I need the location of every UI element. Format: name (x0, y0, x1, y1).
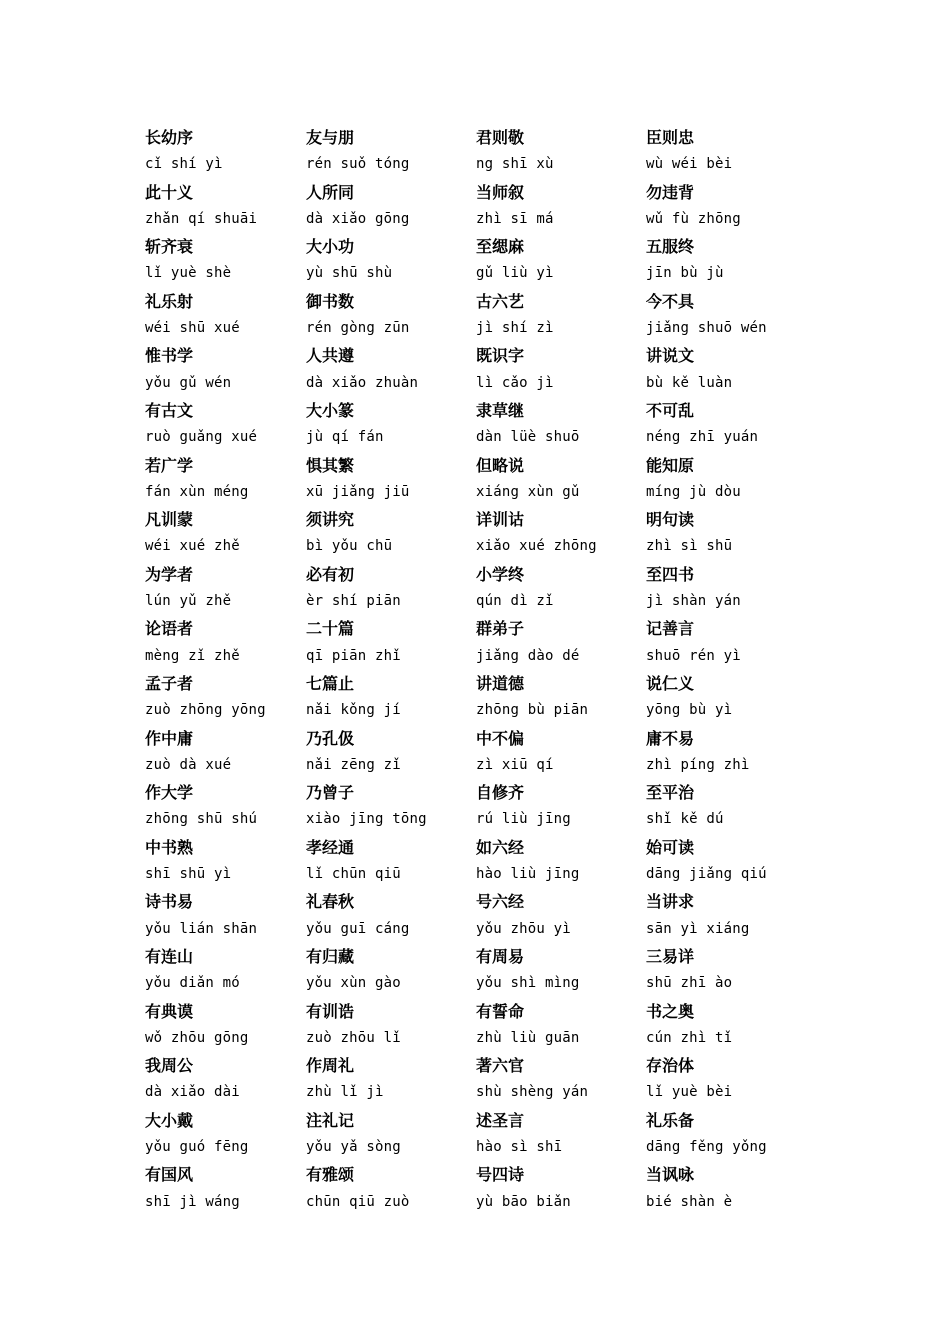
pinyin-cell: zhōng bù piān (476, 702, 589, 719)
pinyin-cell: jì shàn yán (646, 593, 741, 610)
hanzi-cell: 为学者 (145, 564, 194, 584)
hanzi-cell: 隶草继 (476, 400, 525, 420)
pinyin-cell: hào sì shī (476, 1138, 563, 1155)
pinyin-cell: cǐ shí yì (145, 156, 223, 173)
pinyin-cell: xiáng xùn gǔ (476, 483, 580, 500)
pinyin-cell: jiǎng shuō wén (646, 320, 767, 337)
hanzi-cell: 七篇止 (306, 673, 355, 693)
hanzi-cell: 乃孔伋 (306, 728, 355, 748)
hanzi-cell: 说仁义 (646, 673, 695, 693)
hanzi-cell: 既识字 (476, 346, 525, 366)
pinyin-cell: dāng fěng yǒng (646, 1138, 767, 1155)
pinyin-cell: mèng zǐ zhě (145, 647, 240, 664)
pinyin-cell: lǐ chūn qiū (306, 866, 401, 883)
hanzi-cell: 当师叙 (476, 182, 525, 202)
hanzi-cell: 臣则忠 (646, 128, 695, 147)
pinyin-cell: yǒu xùn gào (306, 975, 401, 992)
hanzi-cell: 有古文 (145, 400, 194, 420)
pinyin-cell: yǒu zhōu yì (476, 920, 571, 937)
pinyin-cell: zhǎn qí shuāi (145, 210, 258, 227)
hanzi-cell: 乃曾子 (306, 783, 355, 803)
hanzi-cell: 有训诰 (306, 1001, 355, 1021)
hanzi-cell: 著六官 (476, 1056, 525, 1076)
pinyin-cell: wù wéi bèi (646, 156, 733, 173)
pinyin-cell: shū zhī ào (646, 975, 733, 992)
hanzi-cell: 论语者 (145, 619, 194, 639)
hanzi-cell: 注礼记 (306, 1110, 355, 1130)
pinyin-cell: yǒu guó fēng (145, 1138, 249, 1155)
pinyin-cell: jì shí zì (476, 320, 554, 337)
pinyin-cell: shī jì wáng (145, 1193, 240, 1210)
hanzi-cell: 古六艺 (476, 291, 525, 311)
hanzi-cell: 小学终 (476, 564, 525, 584)
pinyin-cell: zhì sī má (476, 210, 554, 227)
pinyin-cell: cún zhì tǐ (646, 1029, 733, 1046)
hanzi-cell: 始可读 (646, 837, 695, 857)
hanzi-cell: 人共遵 (306, 346, 355, 366)
pinyin-cell: lì cǎo jì (476, 374, 554, 391)
pinyin-cell: yǒu guī cáng (306, 920, 410, 937)
hanzi-cell: 中书熟 (145, 837, 194, 857)
pinyin-cell: zhōng shū shú (145, 811, 258, 828)
pinyin-cell: qī piān zhǐ (306, 647, 401, 664)
pinyin-cell: rén suǒ tóng (306, 156, 410, 173)
pinyin-cell: fán xùn méng (145, 483, 249, 500)
text-grid (0, 124, 950, 1216)
pinyin-cell: yù bāo biǎn (476, 1193, 571, 1210)
hanzi-cell: 人所同 (306, 182, 355, 202)
hanzi-cell: 有雅颂 (306, 1165, 355, 1185)
hanzi-cell: 此十义 (145, 182, 194, 202)
hanzi-cell: 有誓命 (476, 1001, 525, 1021)
hanzi-cell: 有连山 (145, 946, 194, 966)
hanzi-cell: 二十篇 (306, 619, 355, 639)
pinyin-cell: yǒu yǎ sòng (306, 1138, 401, 1155)
pinyin-cell: dà xiǎo zhuàn (306, 374, 419, 391)
hanzi-cell: 斩齐衰 (145, 237, 194, 257)
pinyin-cell: zhù lǐ jì (306, 1084, 384, 1101)
pinyin-cell: ruò guǎng xué (145, 429, 258, 446)
pinyin-cell: zuò zhōu lǐ (306, 1029, 401, 1046)
pinyin-cell: yǒu diǎn mó (145, 975, 240, 992)
hanzi-cell: 礼乐备 (646, 1110, 695, 1130)
pinyin-cell: wǒ zhōu gōng (145, 1029, 249, 1046)
hanzi-cell: 礼乐射 (145, 291, 194, 311)
hanzi-cell: 御书数 (306, 291, 355, 311)
hanzi-cell: 有典谟 (145, 1001, 194, 1021)
hanzi-cell: 有周易 (476, 946, 525, 966)
hanzi-cell: 号四诗 (476, 1165, 525, 1185)
hanzi-cell: 孝经通 (306, 837, 355, 857)
pinyin-cell: rén gòng zūn (306, 320, 410, 337)
pinyin-cell: zhù liù guān (476, 1029, 580, 1046)
hanzi-cell: 有国风 (145, 1165, 194, 1185)
pinyin-cell: yǒu shì mìng (476, 975, 580, 992)
pinyin-cell: bié shàn è (646, 1193, 733, 1210)
hanzi-cell: 惧其繁 (306, 455, 355, 475)
pinyin-cell: xiào jīng tōng (306, 811, 427, 828)
pinyin-cell: ng shī xù (476, 156, 554, 173)
hanzi-cell: 自修齐 (476, 783, 525, 803)
pinyin-cell: zhì píng zhì (646, 756, 750, 773)
hanzi-cell: 庸不易 (646, 728, 695, 748)
hanzi-cell: 如六经 (476, 837, 525, 857)
hanzi-cell: 我周公 (145, 1056, 194, 1076)
pinyin-cell: hào liù jīng (476, 866, 580, 883)
pinyin-cell: nǎi zēng zǐ (306, 756, 401, 773)
hanzi-cell: 作中庸 (145, 728, 194, 748)
hanzi-cell: 但略说 (476, 455, 525, 475)
pinyin-cell: nǎi kǒng jí (306, 702, 401, 719)
hanzi-cell: 号六经 (476, 892, 525, 912)
pinyin-cell: bù kě luàn (646, 374, 733, 391)
hanzi-cell: 三易详 (646, 946, 695, 966)
hanzi-cell: 当讽咏 (646, 1165, 695, 1185)
hanzi-cell: 至缌麻 (476, 237, 525, 257)
hanzi-cell: 讲说文 (646, 346, 695, 366)
hanzi-cell: 作大学 (145, 783, 194, 803)
pinyin-cell: néng zhī yuán (646, 429, 759, 446)
pinyin-cell: gǔ liù yì (476, 265, 554, 282)
pinyin-cell: xū jiǎng jiū (306, 483, 410, 500)
hanzi-cell: 勿违背 (646, 182, 695, 202)
pinyin-cell: shù shèng yán (476, 1084, 589, 1101)
pinyin-cell: jù qí fán (306, 429, 384, 446)
pinyin-cell: wéi shū xué (145, 320, 240, 337)
hanzi-cell: 礼春秋 (306, 892, 355, 912)
pinyin-cell: shuō rén yì (646, 647, 741, 664)
hanzi-cell: 友与朋 (306, 128, 355, 147)
pinyin-cell: èr shí piān (306, 593, 401, 610)
hanzi-cell: 长幼序 (145, 128, 194, 147)
hanzi-cell: 必有初 (306, 564, 355, 584)
pinyin-cell: lún yǔ zhě (145, 593, 232, 610)
hanzi-cell: 若广学 (145, 455, 194, 475)
pinyin-cell: sān yì xiáng (646, 920, 750, 937)
hanzi-cell: 明句读 (646, 510, 695, 530)
hanzi-cell: 至四书 (646, 564, 695, 584)
pinyin-cell: dà xiǎo gōng (306, 210, 410, 227)
hanzi-cell: 诗书易 (145, 892, 194, 912)
pinyin-cell: wéi xué zhě (145, 538, 240, 555)
pinyin-cell: míng jù dòu (646, 483, 741, 500)
pinyin-cell: yǒu gǔ wén (145, 374, 232, 391)
hanzi-cell: 有归藏 (306, 946, 355, 966)
hanzi-cell: 大小功 (306, 237, 355, 257)
hanzi-cell: 当讲求 (646, 892, 695, 912)
hanzi-cell: 存治体 (646, 1056, 695, 1076)
hanzi-cell: 作周礼 (306, 1056, 355, 1076)
hanzi-cell: 群弟子 (476, 619, 525, 639)
hanzi-cell: 讲道德 (476, 673, 525, 693)
pinyin-cell: shǐ kě dú (646, 811, 724, 828)
hanzi-cell: 今不具 (646, 291, 695, 311)
pinyin-cell: jīn bù jù (646, 265, 724, 282)
pinyin-cell: lǐ yuè bèi (646, 1084, 733, 1101)
pinyin-cell: dà xiǎo dài (145, 1084, 240, 1101)
pinyin-cell: zì xiū qí (476, 756, 554, 773)
pinyin-cell: yǒu lián shān (145, 920, 258, 937)
pinyin-cell: chūn qiū zuò (306, 1193, 410, 1210)
hanzi-cell: 能知原 (646, 455, 695, 475)
hanzi-cell: 凡训蒙 (145, 510, 194, 530)
hanzi-cell: 详训诂 (476, 510, 525, 530)
pinyin-cell: xiǎo xué zhōng (476, 538, 597, 555)
pinyin-cell: shī shū yì (145, 866, 232, 883)
pinyin-cell: dàn lüè shuō (476, 429, 580, 446)
pinyin-cell: wǔ fù zhōng (646, 210, 741, 227)
hanzi-cell: 至平治 (646, 783, 695, 803)
hanzi-cell: 五服终 (646, 237, 695, 257)
hanzi-cell: 孟子者 (145, 673, 194, 693)
hanzi-cell: 须讲究 (306, 510, 355, 530)
hanzi-cell: 中不偏 (476, 728, 525, 748)
pinyin-cell: zuò dà xué (145, 756, 232, 773)
pinyin-cell: qún dì zǐ (476, 593, 554, 610)
pinyin-cell: jiǎng dào dé (476, 647, 580, 664)
hanzi-cell: 书之奥 (646, 1001, 695, 1021)
pinyin-cell: dāng jiǎng qiú (646, 866, 767, 883)
pinyin-cell: bì yǒu chū (306, 538, 393, 555)
hanzi-cell: 大小戴 (145, 1110, 194, 1130)
hanzi-cell: 惟书学 (145, 346, 194, 366)
pinyin-cell: yù shū shù (306, 265, 393, 282)
pinyin-cell: lǐ yuè shè (145, 265, 232, 282)
hanzi-cell: 大小篆 (306, 400, 355, 420)
hanzi-cell: 君则敬 (476, 128, 525, 147)
pinyin-cell: yōng bù yì (646, 702, 733, 719)
pinyin-cell: zhì sì shū (646, 538, 733, 555)
pinyin-cell: rú liù jīng (476, 811, 571, 828)
hanzi-cell: 记善言 (646, 619, 695, 639)
hanzi-cell: 述圣言 (476, 1110, 525, 1130)
pinyin-cell: zuò zhōng yōng (145, 702, 266, 719)
hanzi-cell: 不可乱 (646, 400, 695, 420)
